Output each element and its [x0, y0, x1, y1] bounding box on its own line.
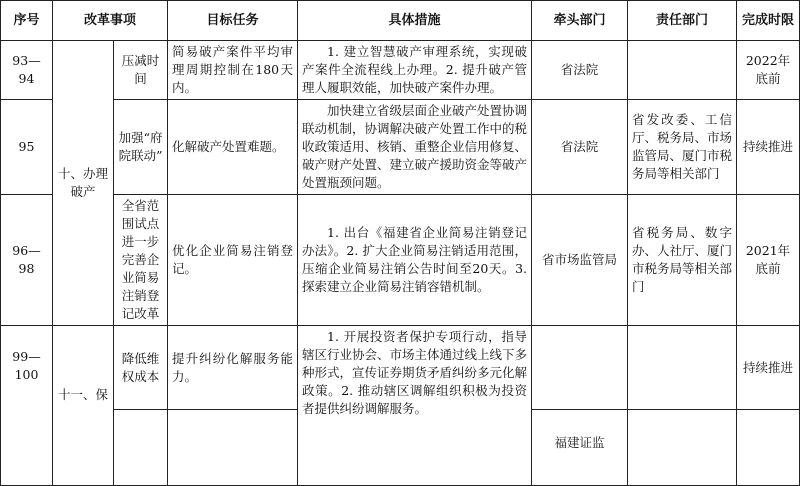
- header-lead-dept: 牵头部门: [532, 1, 628, 41]
- sub-item: 压减时间: [114, 41, 168, 100]
- row-seq: 99—100: [1, 326, 53, 486]
- group-eleven-label: 十一、保: [53, 326, 114, 486]
- lead-dept-cell: 福建证监: [532, 410, 628, 486]
- resp-dept-cell: [628, 410, 737, 486]
- deadline-cell: 持续推进: [737, 326, 800, 410]
- header-reform-item: 改革事项: [53, 1, 168, 41]
- goal-cell: 化解破产处置难题。: [168, 100, 298, 195]
- resp-dept-cell: 省税务局、数字办、人社厅、厦门市税务局等相关部门: [628, 195, 737, 326]
- group-ten-label: 十、办理破产: [53, 41, 114, 326]
- header-seq: 序号: [1, 1, 53, 41]
- header-goal: 目标任务: [168, 1, 298, 41]
- measures-cell: 1. 建立智慧破产审理系统，实现破产案件全流程线上办理。2. 提升破产管理人履职效能，加快破产案件办理。: [298, 41, 532, 100]
- resp-dept-cell: 省发改委、工信厅、税务局、市场监管局、厦门市税务局等相关部门: [628, 100, 737, 195]
- sub-item: 加强“府院联动”: [114, 100, 168, 195]
- table-row: [1, 195, 800, 326]
- table-row: [1, 100, 800, 195]
- goal-cell: 提升纠纷化解服务能力。: [168, 326, 298, 410]
- header-resp-dept: 责任部门: [628, 1, 737, 41]
- goal-cell: [168, 410, 298, 486]
- sub-item: 全省范围试点进一步完善企业简易注销登记改革: [114, 195, 168, 326]
- measures-cell: 加快建立省级层面企业破产处置协调联动机制，协调解决破产处置工作中的税收政策适用、核销、重整企业信用修复、破产财产处置、建立破产援助资金等破产处置瓶颈问题。: [298, 100, 532, 195]
- header-measures: 具体措施: [298, 1, 532, 41]
- measures-cell: 1. 出台《福建省企业简易注销登记办法》。2. 扩大企业简易注销适用范围，压缩企业简易注销公告时间至20天。3. 探索建立企业简易注销容错机制。: [298, 195, 532, 326]
- header-deadline: 完成时限: [737, 1, 800, 41]
- deadline-cell: 持续推进: [737, 100, 800, 195]
- lead-dept-cell: 省法院: [532, 41, 628, 100]
- header-row: [1, 1, 800, 41]
- row-seq: 96—98: [1, 195, 53, 326]
- deadline-cell: 2021年底前: [737, 195, 800, 326]
- sub-item: 降低维权成本: [114, 326, 168, 410]
- table-row: [1, 326, 800, 410]
- deadline-cell: [737, 410, 800, 486]
- goal-cell: 优化企业简易注销登记。: [168, 195, 298, 326]
- resp-dept-cell: [628, 326, 737, 410]
- resp-dept-cell: [628, 41, 737, 100]
- lead-dept-cell: 省市场监管局: [532, 195, 628, 326]
- lead-dept-cell: [532, 326, 628, 410]
- row-seq: 93—94: [1, 41, 53, 100]
- row-seq: 95: [1, 100, 53, 195]
- measures-cell: 1. 开展投资者保护专项行动，指导辖区行业协会、市场主体通过线上线下多种形式，宣传证券期货矛盾纠纷多元化解政策。2. 推动辖区调解组织积极为投资者提供纠纷调解服务。: [298, 326, 532, 486]
- lead-dept-cell: 省法院: [532, 100, 628, 195]
- deadline-cell: 2022年底前: [737, 41, 800, 100]
- goal-cell: 简易破产案件平均审理周期控制在180天内。: [168, 41, 298, 100]
- sub-item: [114, 410, 168, 486]
- table-row: [1, 41, 800, 100]
